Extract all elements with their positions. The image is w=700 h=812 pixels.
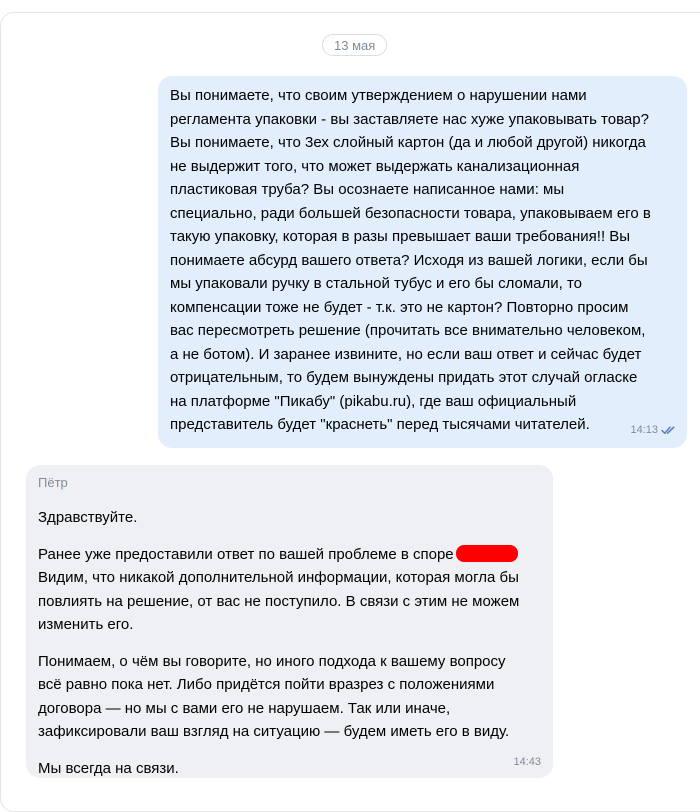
message-line: регламента упаковки - вы заставляете нас хуже упаковывать товар? <box>170 110 649 128</box>
greeting-text: Здравствуйте. <box>38 509 138 526</box>
message-line: Видим, что никакой дополнительной информации, которая могла бы <box>38 569 519 586</box>
message-line: мы упаковали ручку в стальной тубус и его бы сломали, то <box>170 275 583 292</box>
message-line: договора — но мы с вами его не нарушаем. Так или иначе, <box>38 699 451 717</box>
double-check-icon <box>661 425 675 435</box>
message-line: на платформе "Пикабу" (pikabu.ru), где ваш официальный <box>170 392 577 410</box>
message-time: 14:13 <box>630 424 658 436</box>
message-line: не выдержит того, что может выдержать канализационная <box>170 157 580 175</box>
message-line-with-redaction <box>38 543 541 567</box>
message-line: отрицательным, то будем вынуждены придать этот случай огласке <box>170 369 638 386</box>
message-line: специально, ради большей безопасности товара, упаковываем его в <box>170 204 651 222</box>
message-time: 14:43 <box>513 756 541 768</box>
message-line: понимаете абсурд вашего ответа? Исходя из вашей логики, если бы <box>170 251 648 269</box>
date-separator: 13 мая <box>322 34 387 56</box>
closing-text: Мы всегда на связи. <box>38 759 179 777</box>
message-line: компенсации тоже не будет - т.к. это не картон? Повторно просим <box>170 298 629 316</box>
message-line: представитель будет "краснеть" перед тысячами читателей. <box>170 416 590 433</box>
message-line: пластиковая труба? Вы осознаете написанное нами: мы <box>170 181 565 198</box>
message-line: всё равно пока нет. Либо придётся пойти вразрез с положениями <box>38 676 495 693</box>
redaction-mark <box>456 545 518 562</box>
message-line: Вы понимаете, что 3ех слойный картон (да и любой другой) никогда <box>170 134 646 151</box>
message-paragraph <box>38 650 541 744</box>
message-meta <box>630 423 675 437</box>
incoming-message[interactable] <box>26 465 553 778</box>
message-line: Ранее уже предоставили ответ по вашей проблеме в споре <box>38 545 454 563</box>
message-line: изменить его. <box>38 616 134 633</box>
message-line: вас пересмотреть решение (прочитать все внимательно человеком, <box>170 322 646 339</box>
sender-name: Пётр <box>38 475 68 490</box>
message-line: Вы понимаете, что своим утверждением о нарушении нами <box>170 87 587 104</box>
message-line: такую упаковку, которая в разы превышает ваши требования!! Вы <box>170 228 631 245</box>
message-line: зафиксировали ваш взгляд на ситуацию — будем иметь его в виду. <box>38 723 510 740</box>
message-line: повлиять на решение, от вас не поступило. В связи с этим не можем <box>38 592 520 610</box>
message-paragraph <box>38 543 541 637</box>
message-line: Понимаем, о чём вы говорите, но иного подхода к вашему вопросу <box>38 652 506 670</box>
message-line: а не ботом). И заранее извините, но если ваш ответ и сейчас будет <box>170 345 642 363</box>
outgoing-message[interactable] <box>158 76 687 448</box>
